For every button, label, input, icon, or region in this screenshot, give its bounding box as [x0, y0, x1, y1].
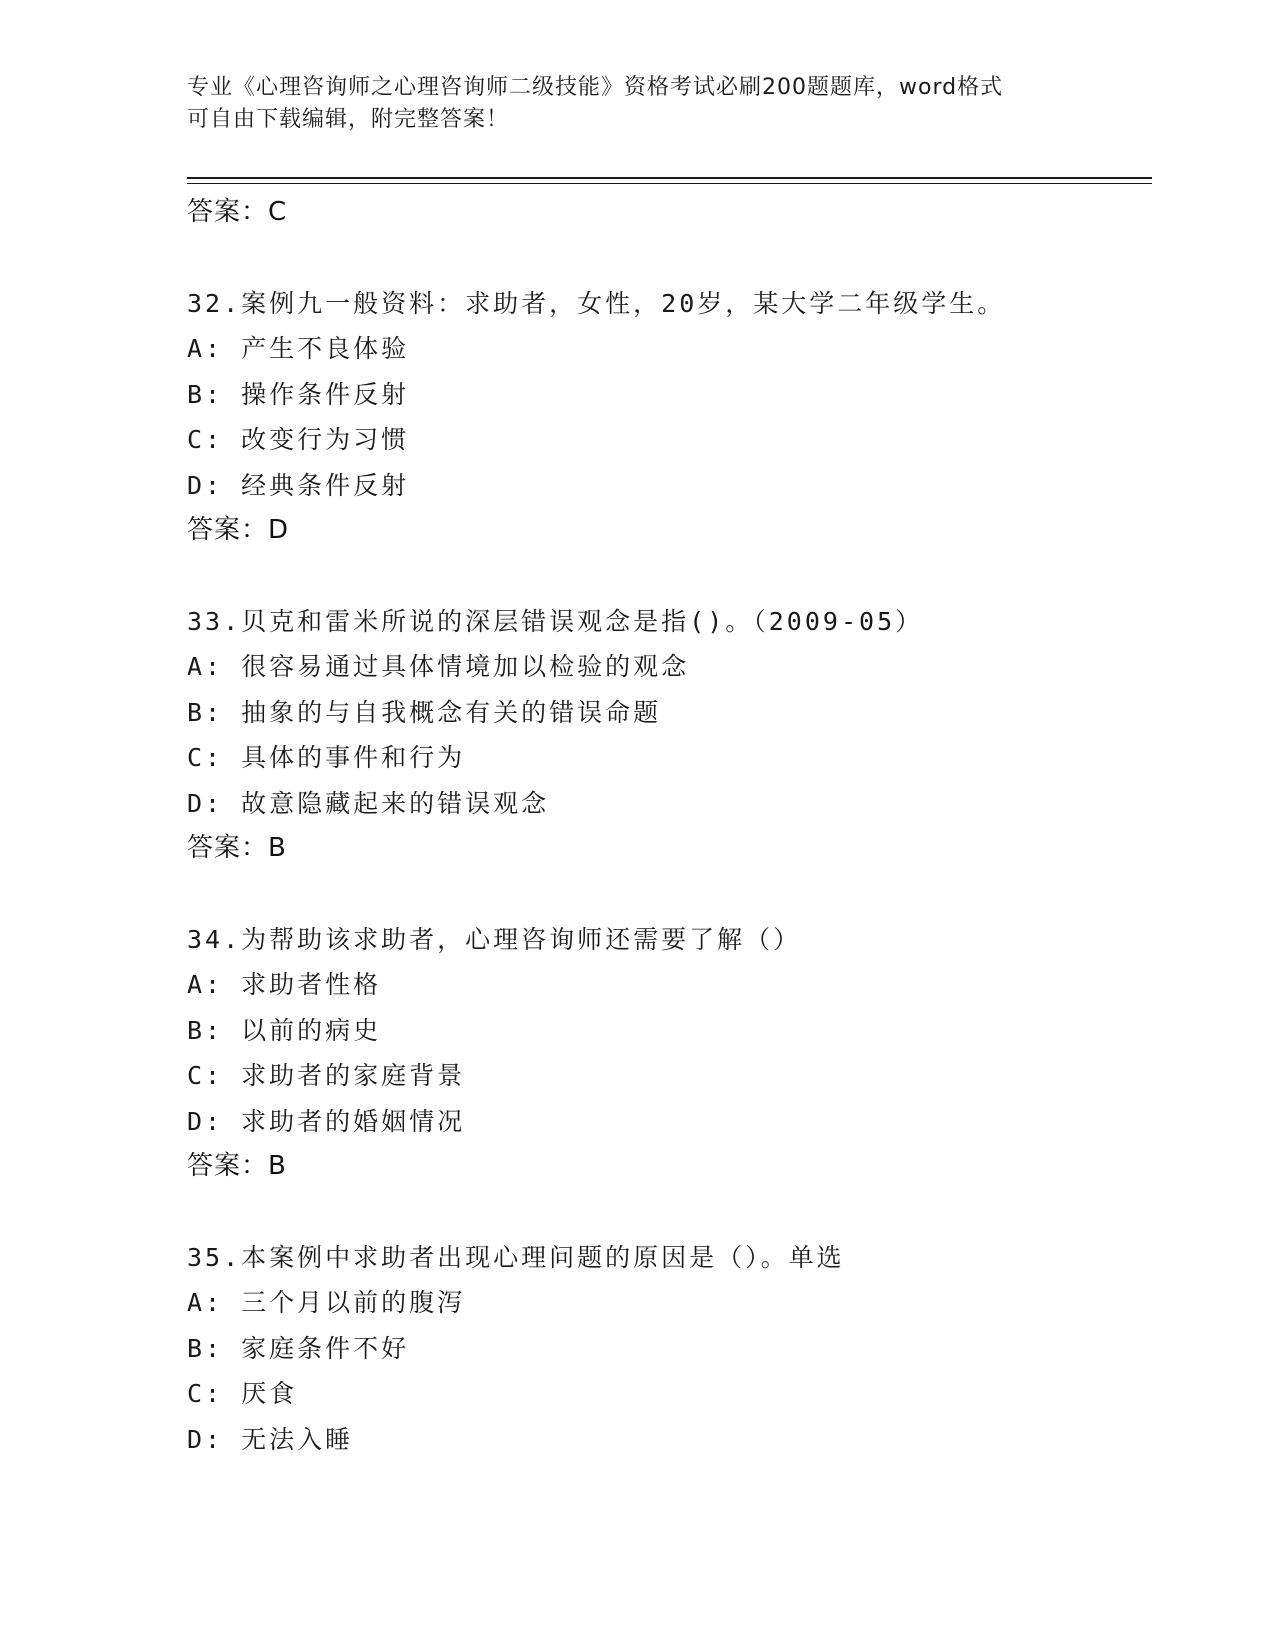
- option-d: D: 求助者的婚姻情况: [187, 1106, 466, 1136]
- option-d: D: 故意隐藏起来的错误观念: [187, 788, 550, 818]
- option-a: A: 求助者性格: [187, 970, 382, 999]
- option-b: B: 抽象的与自我概念有关的错误命题: [187, 697, 662, 727]
- question-list: [187, 190, 1147, 1462]
- question-stem: 32.案例九一般资料：求助者，女性，20岁，某大学二年级学生。: [187, 288, 1006, 318]
- option-a: A: 产生不良体验: [187, 334, 410, 363]
- option-c: C: 具体的事件和行为: [187, 743, 466, 772]
- question-33: [187, 599, 1147, 872]
- question-stem: 33.贝克和雷米所说的深层错误观念是指()。（2009-05）: [187, 606, 924, 636]
- header-rule-thick: [187, 177, 1152, 179]
- option-c: C: 求助者的家庭背景: [187, 1061, 466, 1090]
- option-b: B: 以前的病史: [187, 1015, 382, 1045]
- question-34: [187, 917, 1147, 1190]
- question-stem: 35.本案例中求助者出现心理问题的原因是（）。单选: [187, 1242, 845, 1272]
- option-c: C: 改变行为习惯: [187, 425, 410, 454]
- question-stem: 34.为帮助该求助者，心理咨询师还需要了解（）: [187, 924, 802, 954]
- option-b: B: 操作条件反射: [187, 379, 410, 409]
- answer-line: 答案：B: [187, 1151, 287, 1181]
- answer-line: 答案：C: [187, 197, 288, 227]
- spacer: [187, 872, 1147, 917]
- answer-line: 答案：B: [187, 833, 287, 863]
- question-32: [187, 281, 1147, 554]
- option-a: A: 三个月以前的腹泻: [187, 1288, 466, 1317]
- option-a: A: 很容易通过具体情境加以检验的观念: [187, 652, 690, 681]
- option-b: B: 家庭条件不好: [187, 1333, 410, 1363]
- header-rule-thin: [187, 183, 1152, 184]
- answer-line: 答案：D: [187, 515, 290, 545]
- question-35: [187, 1235, 1147, 1463]
- header-line-2: 可自由下载编辑，附完整答案！: [187, 107, 510, 132]
- header-line-1: 专业《心理咨询师之心理咨询师二级技能》资格考试必刷200题题库，word格式: [187, 75, 1004, 100]
- option-d: D: 无法入睡: [187, 1424, 354, 1454]
- spacer: [187, 1190, 1147, 1235]
- option-d: D: 经典条件反射: [187, 470, 410, 500]
- spacer: [187, 554, 1147, 599]
- option-c: C: 厌食: [187, 1379, 298, 1408]
- spacer: [187, 236, 1147, 281]
- page-header: [187, 72, 1087, 136]
